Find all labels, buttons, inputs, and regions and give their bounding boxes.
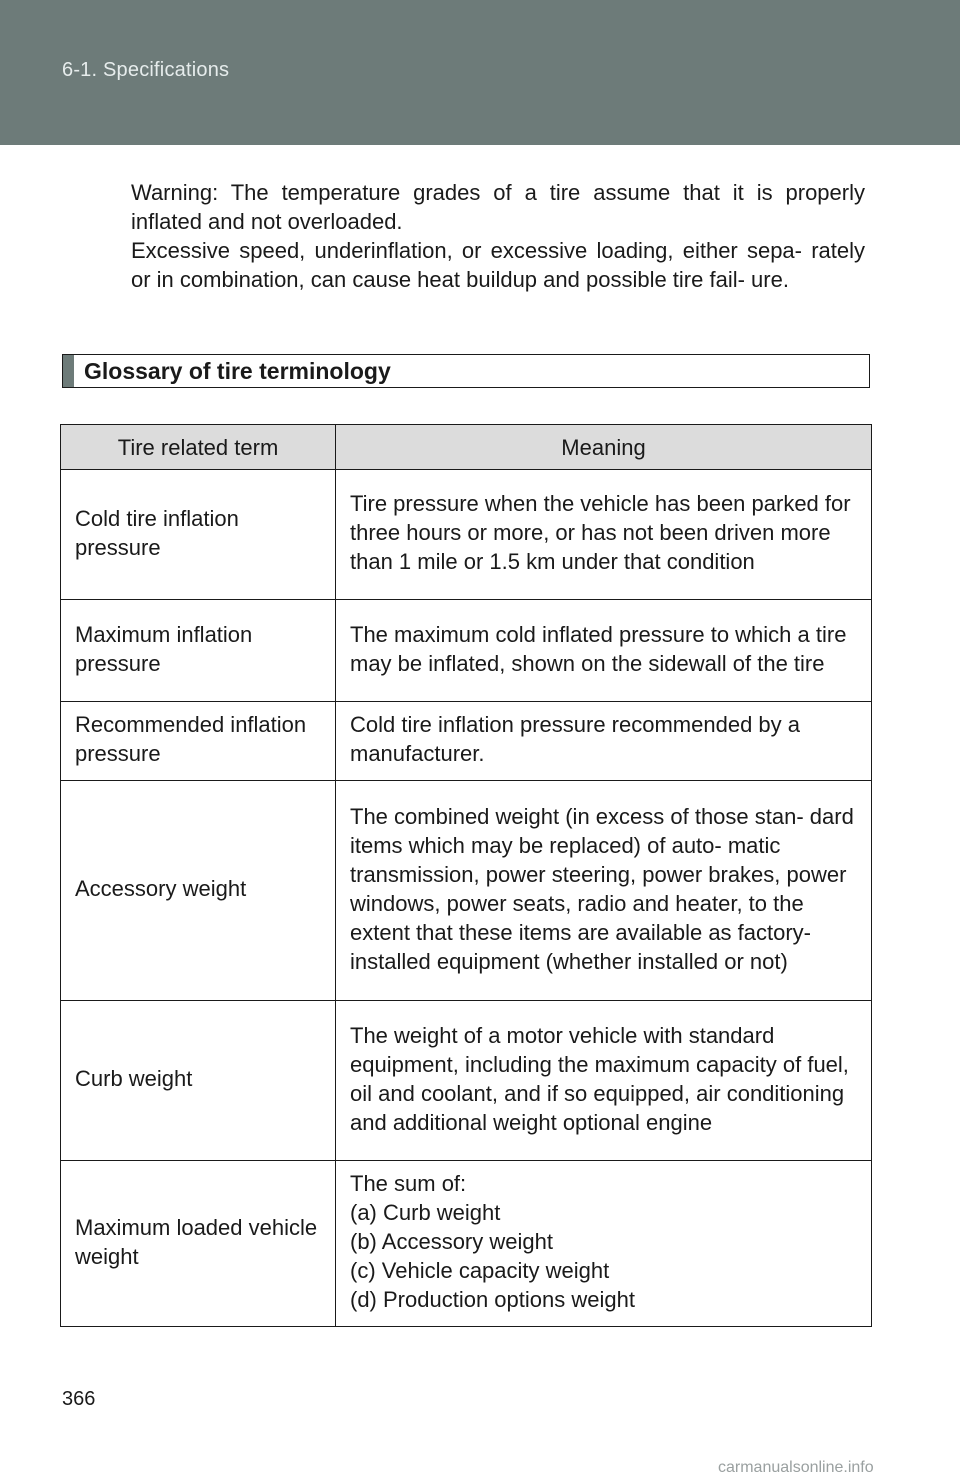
glossary-title: Glossary of tire terminology xyxy=(84,357,391,384)
glossary-heading xyxy=(62,354,870,388)
page-number: 366 xyxy=(62,1388,96,1410)
column-header-term: Tire related term xyxy=(61,425,336,470)
term-cell: Cold tire inflation pressure xyxy=(61,470,336,600)
meaning-cell: Cold tire inflation pressure recommended by a manufacturer. xyxy=(336,702,872,781)
heading-accent-bar xyxy=(63,355,74,387)
meaning-cell: The sum of: (a) Curb weight (b) Accessory weight (c) Vehicle capacity weight (d) Production options weight xyxy=(336,1161,872,1327)
term-cell: Recommended inflation pressure xyxy=(61,702,336,781)
warning-text xyxy=(131,178,865,294)
table-row xyxy=(61,1001,872,1161)
warning-paragraph-1: Warning: The temperature grades of a tire assume that it is properly inflated and not overloaded. xyxy=(131,180,865,234)
table-header-row xyxy=(61,425,872,470)
table-row xyxy=(61,702,872,781)
term-cell: Maximum inflation pressure xyxy=(61,600,336,702)
table-row xyxy=(61,470,872,600)
table-row xyxy=(61,600,872,702)
header-band xyxy=(0,0,960,145)
meaning-cell: The combined weight (in excess of those stan- dard items which may be replaced) of auto- matic transmission, power steering, power brakes, power windows, power seats, radio and heater, to the extent that these items are available as factory-installed equipment (whether installed or not) xyxy=(336,781,872,1001)
column-header-meaning: Meaning xyxy=(336,425,872,470)
meaning-cell: Tire pressure when the vehicle has been parked for three hours or more, or has not been driven more than 1 mile or 1.5 km under that condition xyxy=(336,470,872,600)
watermark: carmanualsonline.info xyxy=(718,1459,874,1476)
term-cell: Accessory weight xyxy=(61,781,336,1001)
section-label: 6-1. Specifications xyxy=(62,59,230,81)
warning-paragraph-2: Excessive speed, underinflation, or excessive loading, either sepa- rately or in combination, can cause heat buildup and possible tire fail- ure. xyxy=(131,238,865,292)
meaning-cell: The weight of a motor vehicle with standard equipment, including the maximum capacity of fuel, oil and coolant, and if so equipped, air conditioning and additional weight optional engine xyxy=(336,1001,872,1161)
term-cell: Maximum loaded vehicle weight xyxy=(61,1161,336,1327)
table-row xyxy=(61,1161,872,1327)
meaning-cell: The maximum cold inflated pressure to which a tire may be inflated, shown on the sidewall of the tire xyxy=(336,600,872,702)
glossary-table xyxy=(60,424,872,1327)
term-cell: Curb weight xyxy=(61,1001,336,1161)
table-row xyxy=(61,781,872,1001)
